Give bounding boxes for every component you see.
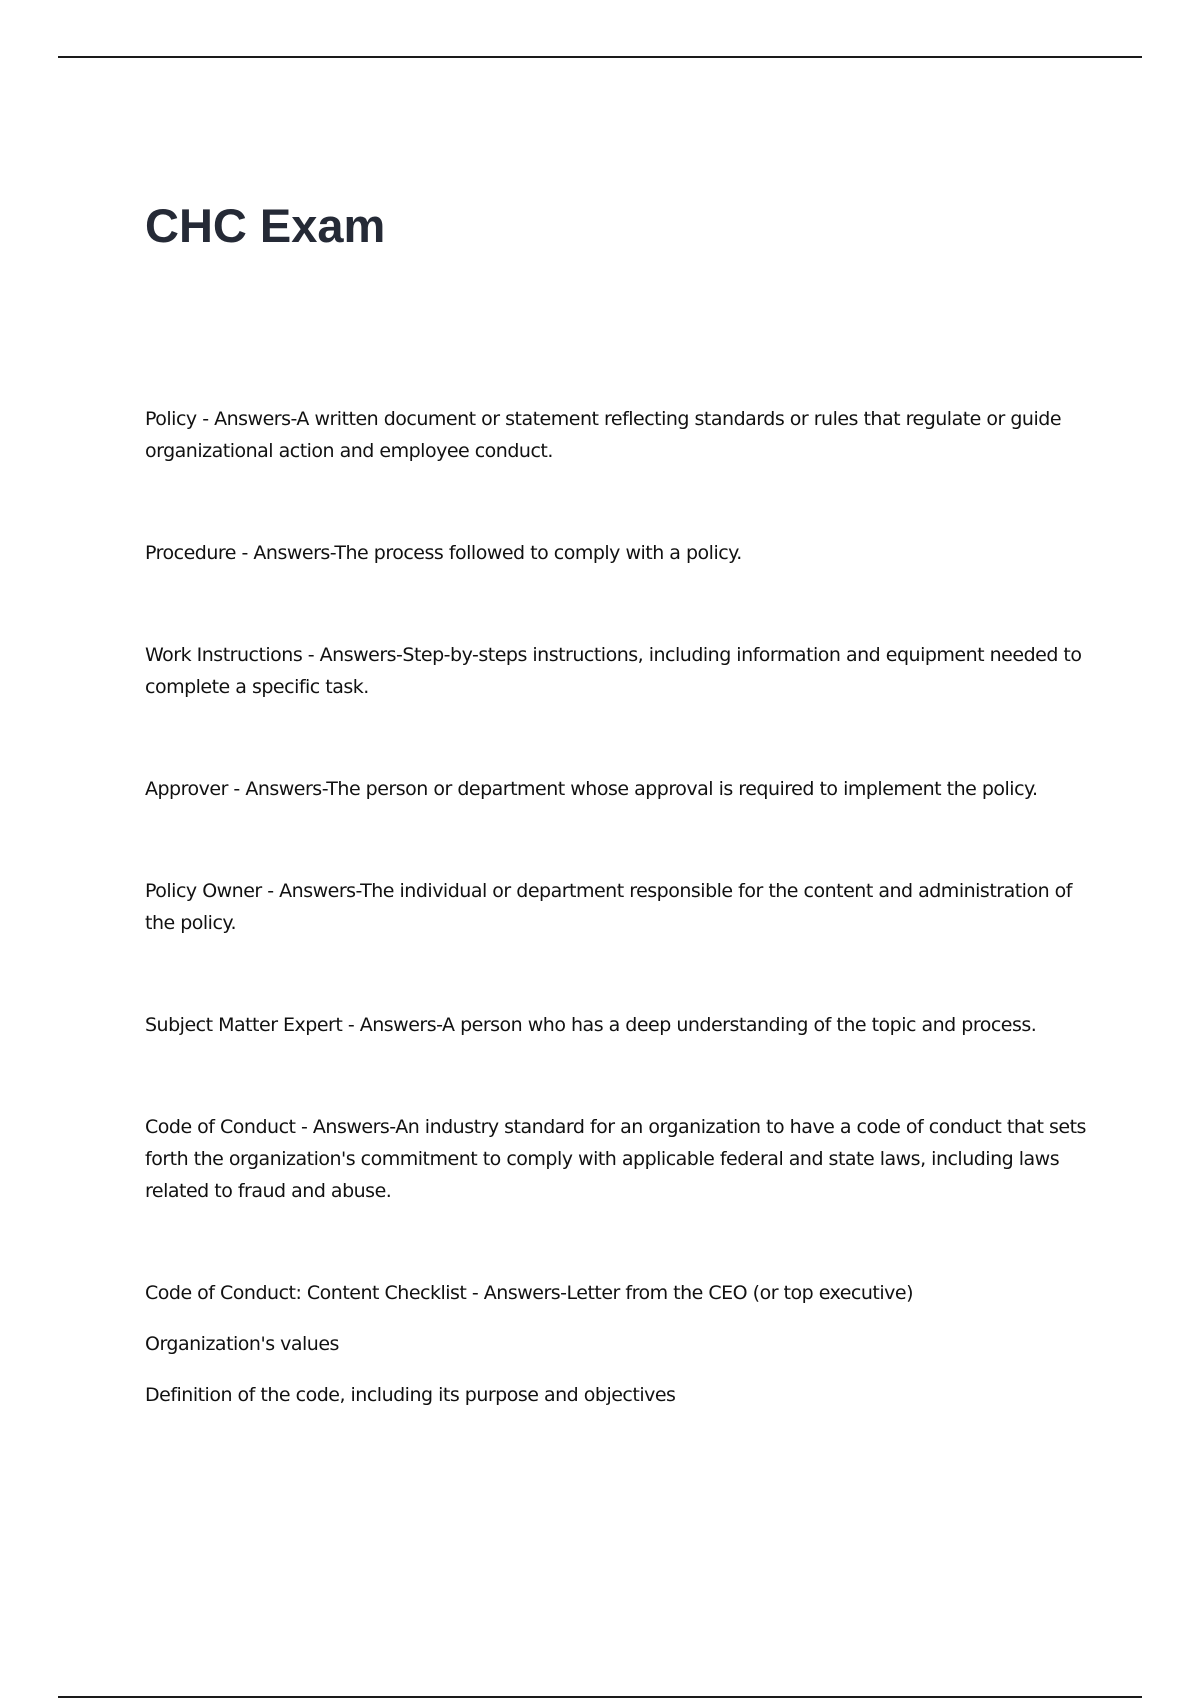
checklist-item: Organization's values: [145, 1333, 339, 1355]
qa-entry-policy: Policy - Answers-A written document or statement reflecting standards or rules that regulate or guide organizational action and employee conduct.: [145, 408, 1062, 462]
bottom-divider: [58, 1696, 1142, 1698]
qa-entry-subject-matter-expert: Subject Matter Expert - Answers-A person who has a deep understanding of the topic and process.: [145, 1014, 1037, 1036]
page-title: CHC Exam: [145, 199, 386, 252]
checklist-heading: Code of Conduct: Content Checklist - Answers-Letter from the CEO (or top executive): [145, 1282, 913, 1304]
qa-entry-code-of-conduct-checklist: [145, 1277, 1090, 1411]
top-divider: [58, 56, 1142, 58]
qa-entry-code-of-conduct: Code of Conduct - Answers-An industry standard for an organization to have a code of conduct that sets forth the organization's commitment to comply with applicable federal and state laws, including laws related to fraud and abuse.: [145, 1116, 1086, 1202]
qa-entry-work-instructions: Work Instructions - Answers-Step-by-steps instructions, including information and equipment needed to complete a specific task.: [145, 644, 1082, 698]
qa-entry-approver: Approver - Answers-The person or department whose approval is required to implement the policy.: [145, 778, 1038, 800]
qa-list: [145, 403, 1090, 1481]
qa-entry-policy-owner: Policy Owner - Answers-The individual or department responsible for the content and administration of the policy.: [145, 880, 1072, 934]
checklist-item: Definition of the code, including its purpose and objectives: [145, 1384, 676, 1406]
qa-entry-procedure: Procedure - Answers-The process followed to comply with a policy.: [145, 542, 742, 564]
